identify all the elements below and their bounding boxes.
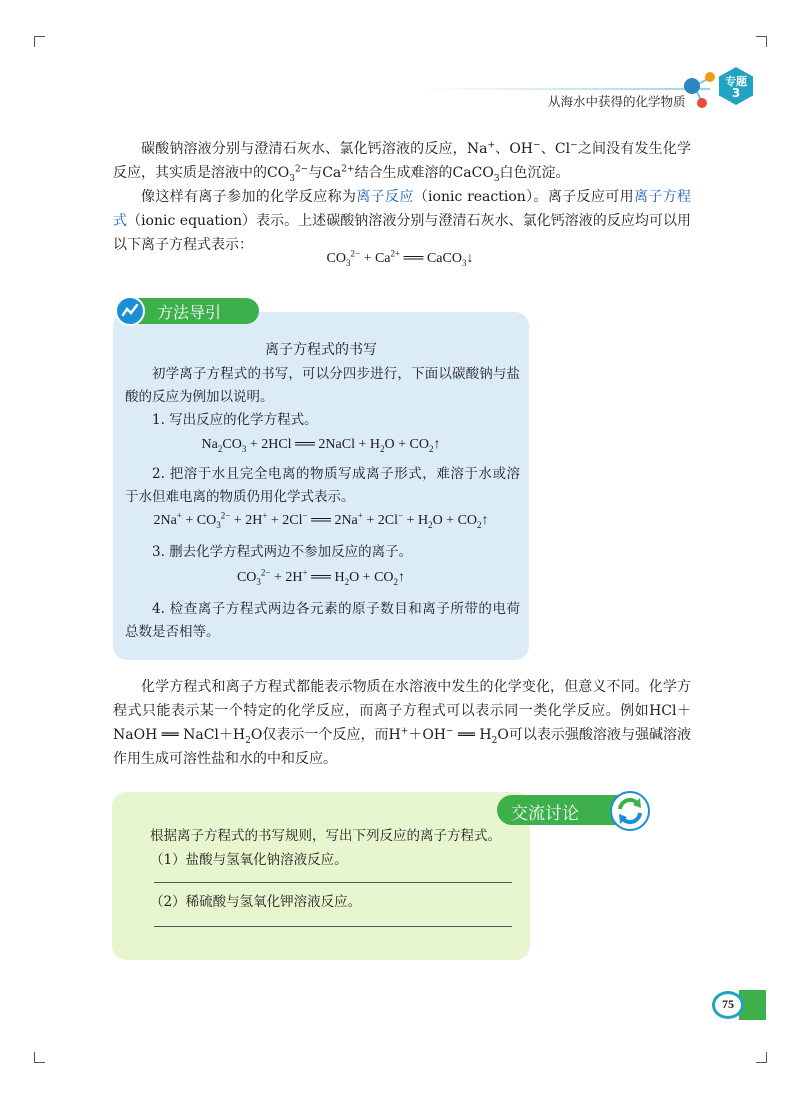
refresh-cycle-icon xyxy=(609,790,651,832)
chapter-badge-number: 3 xyxy=(731,86,741,100)
discussion-prompt: 根据离子方程式的书写规则，写出下列反应的离子方程式。 xyxy=(150,828,501,844)
discussion-question-1: （1）盐酸与氢氧化钠溶液反应。 xyxy=(150,852,348,868)
page-number: 75 xyxy=(722,997,734,1011)
chapter-badge-label: 专题 xyxy=(725,75,747,88)
equation-step-1: $Na_2CO_3 + 2HCl$ ══ 2NaCl + $H_2O$ + $CO_2↑$ xyxy=(201,437,441,454)
crop-mark-bottom-left xyxy=(34,1052,45,1063)
header-rule xyxy=(420,88,710,90)
intro-paragraph-1: 碳酸钠溶液分别与澄清石灰水、氯化钙溶液的反应，Na+、OH−、Cl−之间没有发生化学反应，其实质是溶液中的$CO_3^{2-}$与$Ca^{2+}$结合生成难溶的CaCO$_3$白色沉淀。 xyxy=(113,140,691,184)
method-step-3: 3. 删去化学方程式两边不参加反应的离子。 xyxy=(152,544,413,560)
method-intro: 初学离子方程式的书写，可以分四步进行，下面以碳酸钠与盐酸的反应为例加以说明。 xyxy=(125,366,520,405)
method-guide-icon xyxy=(115,296,145,326)
crop-mark-bottom-right xyxy=(756,1052,767,1063)
equation-step-2: $2Na^+ + CO_3^{2-} + 2H^+ + 2Cl^-$ ══ $2Na^+ + 2Cl^- + H_2O$ + $CO_2↑$ xyxy=(153,510,489,530)
crop-mark-top-right xyxy=(756,36,767,47)
discussion-box xyxy=(112,792,530,960)
answer-line-2[interactable] xyxy=(154,926,512,927)
crop-mark-top-left xyxy=(34,36,45,47)
term-ionic-equation: 离子方程式 xyxy=(113,189,692,229)
method-step-4: 4. 检查离子方程式两边各元素的原子数目和离子所带的电荷总数是否相等。 xyxy=(125,601,520,640)
method-step-1: 1. 写出反应的化学方程式。 xyxy=(152,412,318,428)
discussion-question-2: （2）稀硫酸与氢氧化钾溶液反应。 xyxy=(150,894,362,910)
equation-step-3: $CO_3^{2-} + 2H^+$ ══ $H_2O$ + $CO_2↑$ xyxy=(236,567,406,587)
method-guide-tag-label: 方法导引 xyxy=(157,303,222,322)
meaning-paragraph: 化学方程式和离子方程式都能表示物质在水溶液中发生的化学变化，但意义不同。化学方程式只能表示某一个特定的化学反应，而离子方程式可以表示同一类化学反应。例如HCl＋NaOH ══ $NaCl+H_2O$仅表示一个反应，而H+＋OH− ══ $H_2O$可以表示强酸溶液与强碱溶液作用生成可溶性盐和水的中和反应。 xyxy=(113,679,692,767)
chapter-badge xyxy=(716,66,756,106)
method-step-2: 2. 把溶于水且完全电离的物质写成离子形式，难溶于水或溶于水但难电离的物质仍用化学式表示。 xyxy=(125,466,520,505)
answer-line-1[interactable] xyxy=(154,882,512,883)
intro-paragraph-2: 像这样有离子参加的化学反应称为离子反应（ionic reaction）。离子反应可用离子方程式（ionic equation）表示。上述碳酸钠溶液分别与澄清石灰水、氯化钙溶液的反应均可以用以下离子方程式表示： xyxy=(113,189,692,253)
method-guide-tag xyxy=(113,296,259,326)
term-ionic-reaction: 离子反应 xyxy=(356,189,414,205)
equation-carbonate-calcium: $CO_3^{2-} + Ca^{2+}$ ══ CaCO$_3$↓ xyxy=(326,248,474,268)
discussion-tag-label: 交流讨论 xyxy=(511,804,579,824)
header-subtitle: 从海水中获得的化学物质 xyxy=(548,94,686,109)
discussion-tag xyxy=(497,790,655,832)
method-title: 离子方程式的书写 xyxy=(265,342,377,358)
